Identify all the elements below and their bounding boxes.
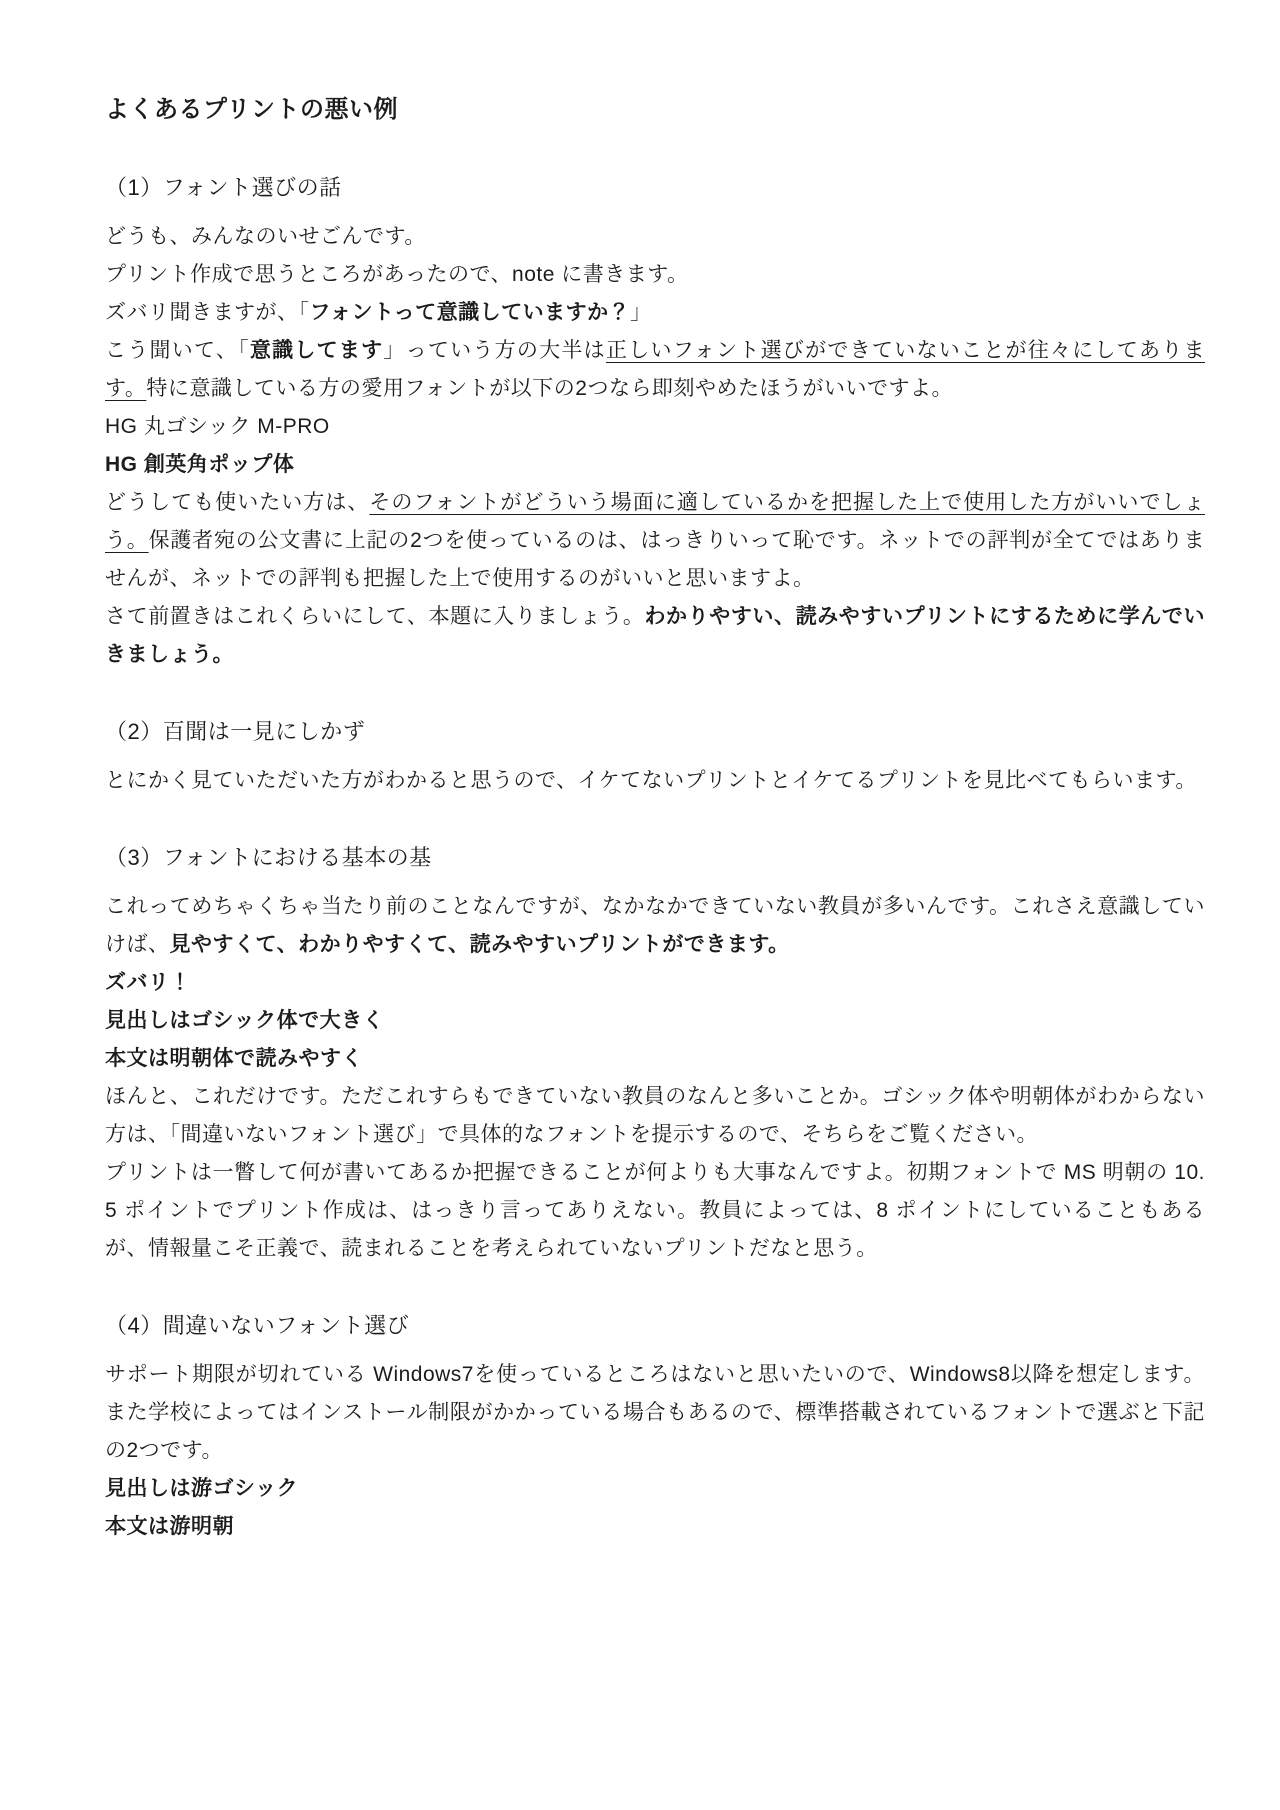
document-title — [105, 90, 1205, 130]
text-run: 見やすくて、わかりやすくて、読みやすいプリントができます。 — [169, 933, 790, 956]
text-run: 本文は明朝体で読みやすく — [105, 1047, 363, 1070]
document-content — [105, 90, 1205, 1546]
paragraph — [105, 1470, 1205, 1508]
text-run: 意識してます — [249, 339, 384, 362]
text-run: 見出しはゴシック体で大きく — [105, 1009, 385, 1032]
text-run: HG 丸ゴシック M-PRO — [105, 415, 330, 438]
paragraph — [105, 1508, 1205, 1546]
section-heading-2 — [105, 710, 1205, 754]
paragraph — [105, 598, 1205, 674]
section-heading-1 — [105, 166, 1205, 210]
text-run: よくあるプリントの悪い例 — [105, 96, 399, 123]
text-run: ズバリ聞きますが、「 — [105, 301, 310, 324]
paragraph — [105, 1154, 1205, 1268]
text-run: とにかく見ていただいた方がわかると思うので、イケてないプリントとイケてるプリントを見比べてもらいます。 — [105, 769, 1197, 792]
text-run: サポート期限が切れている Windows7を使っているところはないと思いたいので、Windows8以降を想定します。また学校によってはインストール制限がかかっている場合もあるので、標準搭載されているフォントで選ぶと下記の2つです。 — [105, 1363, 1205, 1462]
paragraph — [105, 1356, 1205, 1470]
text-run: ズバリ！ — [105, 971, 191, 994]
paragraph — [105, 294, 1205, 332]
text-run: こう聞いて、「 — [105, 339, 250, 362]
text-run: 本文は游明朝 — [105, 1515, 234, 1538]
paragraph — [105, 1002, 1205, 1040]
text-run: ほんと、これだけです。ただこれすらもできていない教員のなんと多いことか。ゴシック体や明朝体がわからない方は、「間違いないフォント選び」で具体的なフォントを提示するので、そちらをご覧ください。 — [105, 1085, 1205, 1146]
text-run: どうしても使いたい方は、 — [105, 491, 370, 514]
paragraph — [105, 408, 1205, 446]
paragraph — [105, 964, 1205, 1002]
text-run: プリント作成で思うところがあったので、note に書きます。 — [105, 263, 689, 286]
text-run: （1）フォント選びの話 — [105, 175, 342, 200]
section-heading-3 — [105, 836, 1205, 880]
text-run: HG 創英角ポップ体 — [105, 453, 295, 476]
paragraph — [105, 332, 1205, 408]
text-run: 保護者宛の公文書に上記の2つを使っているのは、はっきりいって恥です。ネットでの評判が全てではありませんが、ネットでの評判も把握した上で使用するのがいいと思いますよ。 — [105, 529, 1206, 590]
text-run: 見出しは游ゴシック — [105, 1477, 299, 1500]
text-run: プリントは一瞥して何が書いてあるか把握できることが何よりも大事なんですよ。初期フォントで MS 明朝の 10.5 ポイントでプリント作成は、はっきり言ってありえない。教員によっては、8 ポイントにしていることもあるが、情報量こそ正義で、読まれることを考えられていないプリントだなと思う。 — [105, 1161, 1205, 1260]
text-run: フォントって意識していますか？ — [309, 301, 631, 324]
section-heading-4 — [105, 1304, 1205, 1348]
text-run: 」っていう方の大半は — [383, 339, 606, 362]
paragraph — [105, 888, 1205, 964]
text-run: 正しいフォント選びができていないことが往々にしてあります。 — [105, 339, 1205, 400]
text-run: わかりやすい、読みやすいプリントにするために学んでいきましょう。 — [105, 605, 1205, 666]
text-run: （2）百聞は一見にしかず — [105, 719, 366, 744]
paragraph — [105, 1040, 1205, 1078]
text-run: （4）間違いないフォント選び — [105, 1313, 410, 1338]
paragraph — [105, 484, 1205, 598]
paragraph — [105, 218, 1205, 256]
text-run: そのフォントがどういう場面に適しているかを把握した上で使用した方がいいでしょう。 — [105, 491, 1206, 552]
text-run: （3）フォントにおける基本の基 — [105, 845, 432, 870]
text-run: 」 — [630, 301, 652, 324]
paragraph — [105, 762, 1205, 800]
text-run: さて前置きはこれくらいにして、本題に入りましょう。 — [105, 605, 645, 628]
text-run: これってめちゃくちゃ当たり前のことなんですが、なかなかできていない教員が多いんです。これさえ意識していけば、 — [105, 895, 1205, 956]
paragraph — [105, 446, 1205, 484]
paragraph — [105, 256, 1205, 294]
paragraph — [105, 1078, 1205, 1154]
text-run: どうも、みんなのいせごんです。 — [105, 225, 426, 248]
text-run: 特に意識している方の愛用フォントが以下の2つなら即刻やめたほうがいいですよ。 — [146, 377, 953, 400]
